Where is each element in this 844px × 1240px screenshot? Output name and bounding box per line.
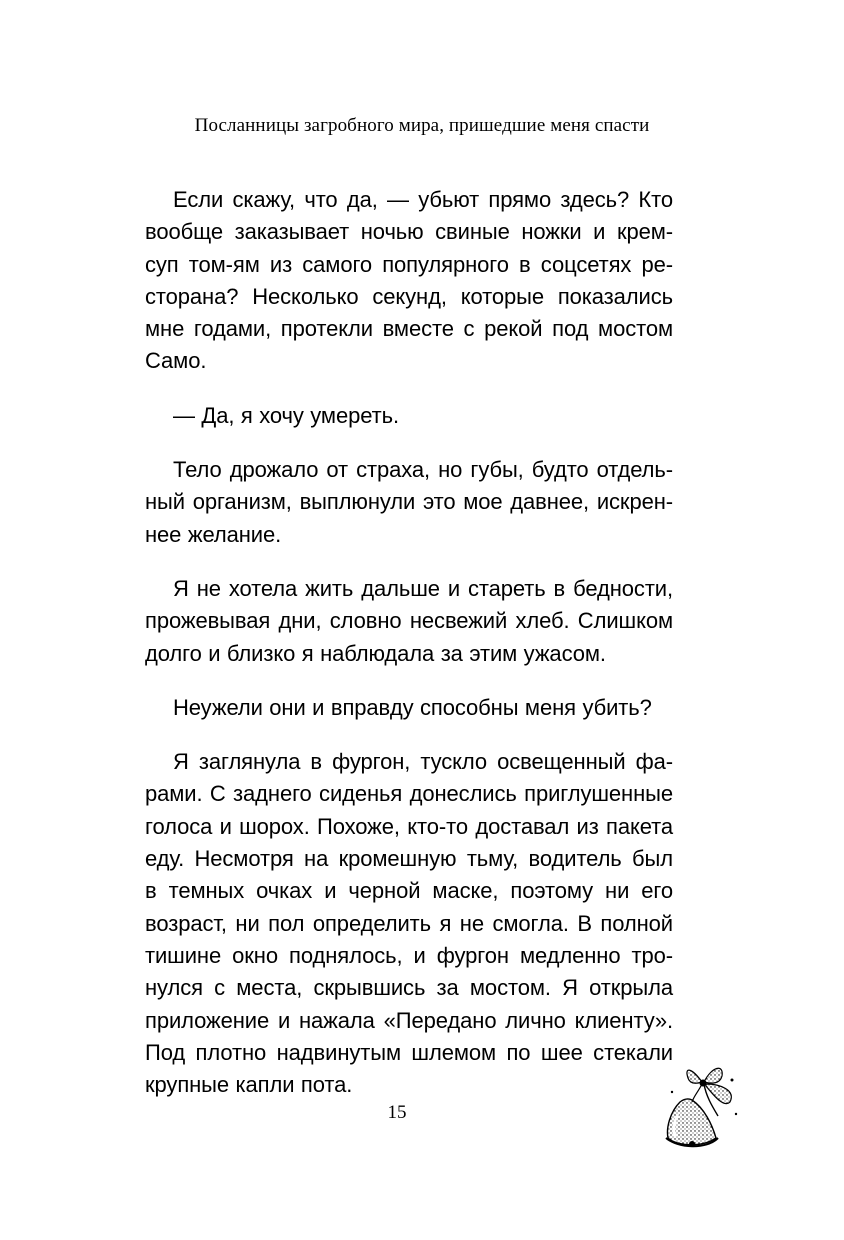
text-line: Само.: [145, 348, 207, 374]
text-line: Неужели они и вправду способны меня убить?: [173, 694, 652, 720]
paragraph-5: [145, 692, 673, 724]
text-line: Тело дрожало от страха, но губы, будто отдель-: [173, 457, 673, 483]
text-line: прожевывая дни, словно несвежий хлеб. Слишком: [145, 608, 673, 634]
text-line: тишине окно поднялось, и фургон медленно тро-: [145, 942, 673, 968]
bell-with-bow-icon: [662, 1062, 740, 1150]
paragraph-4: [145, 573, 673, 670]
text-line: — Да, я хочу умереть.: [173, 402, 399, 428]
text-line: мне годами, протекли вместе с рекой под мостом: [145, 316, 673, 342]
text-line: еду. Несмотря на кромешную тьму, водитель был: [145, 846, 673, 872]
text-line: приложение и нажала «Передано лично клиенту».: [145, 1007, 673, 1033]
paragraph-1: [145, 184, 673, 378]
text-line: голоса и шорох. Похоже, кто-то доставал из пакета: [145, 813, 673, 839]
running-header: Посланницы загробного мира, пришедшие меня спасти: [194, 115, 650, 136]
text-line: нее желание.: [145, 521, 282, 547]
paragraph-2: [145, 400, 673, 432]
text-line: Я не хотела жить дальше и стареть в бедности,: [173, 575, 673, 601]
paragraph-3: [145, 454, 673, 551]
text-line: Если скажу, что да, — убьют прямо здесь? Кто: [173, 187, 673, 212]
body-text: [145, 184, 673, 1123]
text-line: рами. С заднего сиденья донеслись приглушенные: [145, 781, 673, 807]
text-line: Под плотно надвинутым шлемом по шее стекали: [145, 1039, 673, 1065]
paragraph-6: [145, 746, 673, 1101]
text-line: ный организм, выплюнули это мое давнее, искрен-: [145, 489, 673, 515]
text-line: возраст, ни пол определить я не смогла. В полной: [145, 910, 673, 936]
text-line: нулся с места, скрывшись за мостом. Я открыла: [145, 975, 673, 1001]
text-line: вообще заказывает ночью свиные ножки и крем-: [145, 219, 673, 245]
page-number: 15: [387, 1102, 407, 1123]
text-line: долго и близко я наблюдала за этим ужасом.: [145, 640, 606, 666]
text-line: в темных очках и черной маске, поэтому ни его: [145, 878, 673, 904]
text-line: крупные капли пота.: [145, 1072, 353, 1098]
text-line: суп том-ям из самого популярного в соцсетях ре-: [145, 251, 673, 277]
text-line: сторана? Несколько секунд, которые показались: [145, 283, 673, 309]
text-line: Я заглянула в фургон, тускло освещенный фа-: [173, 749, 673, 775]
